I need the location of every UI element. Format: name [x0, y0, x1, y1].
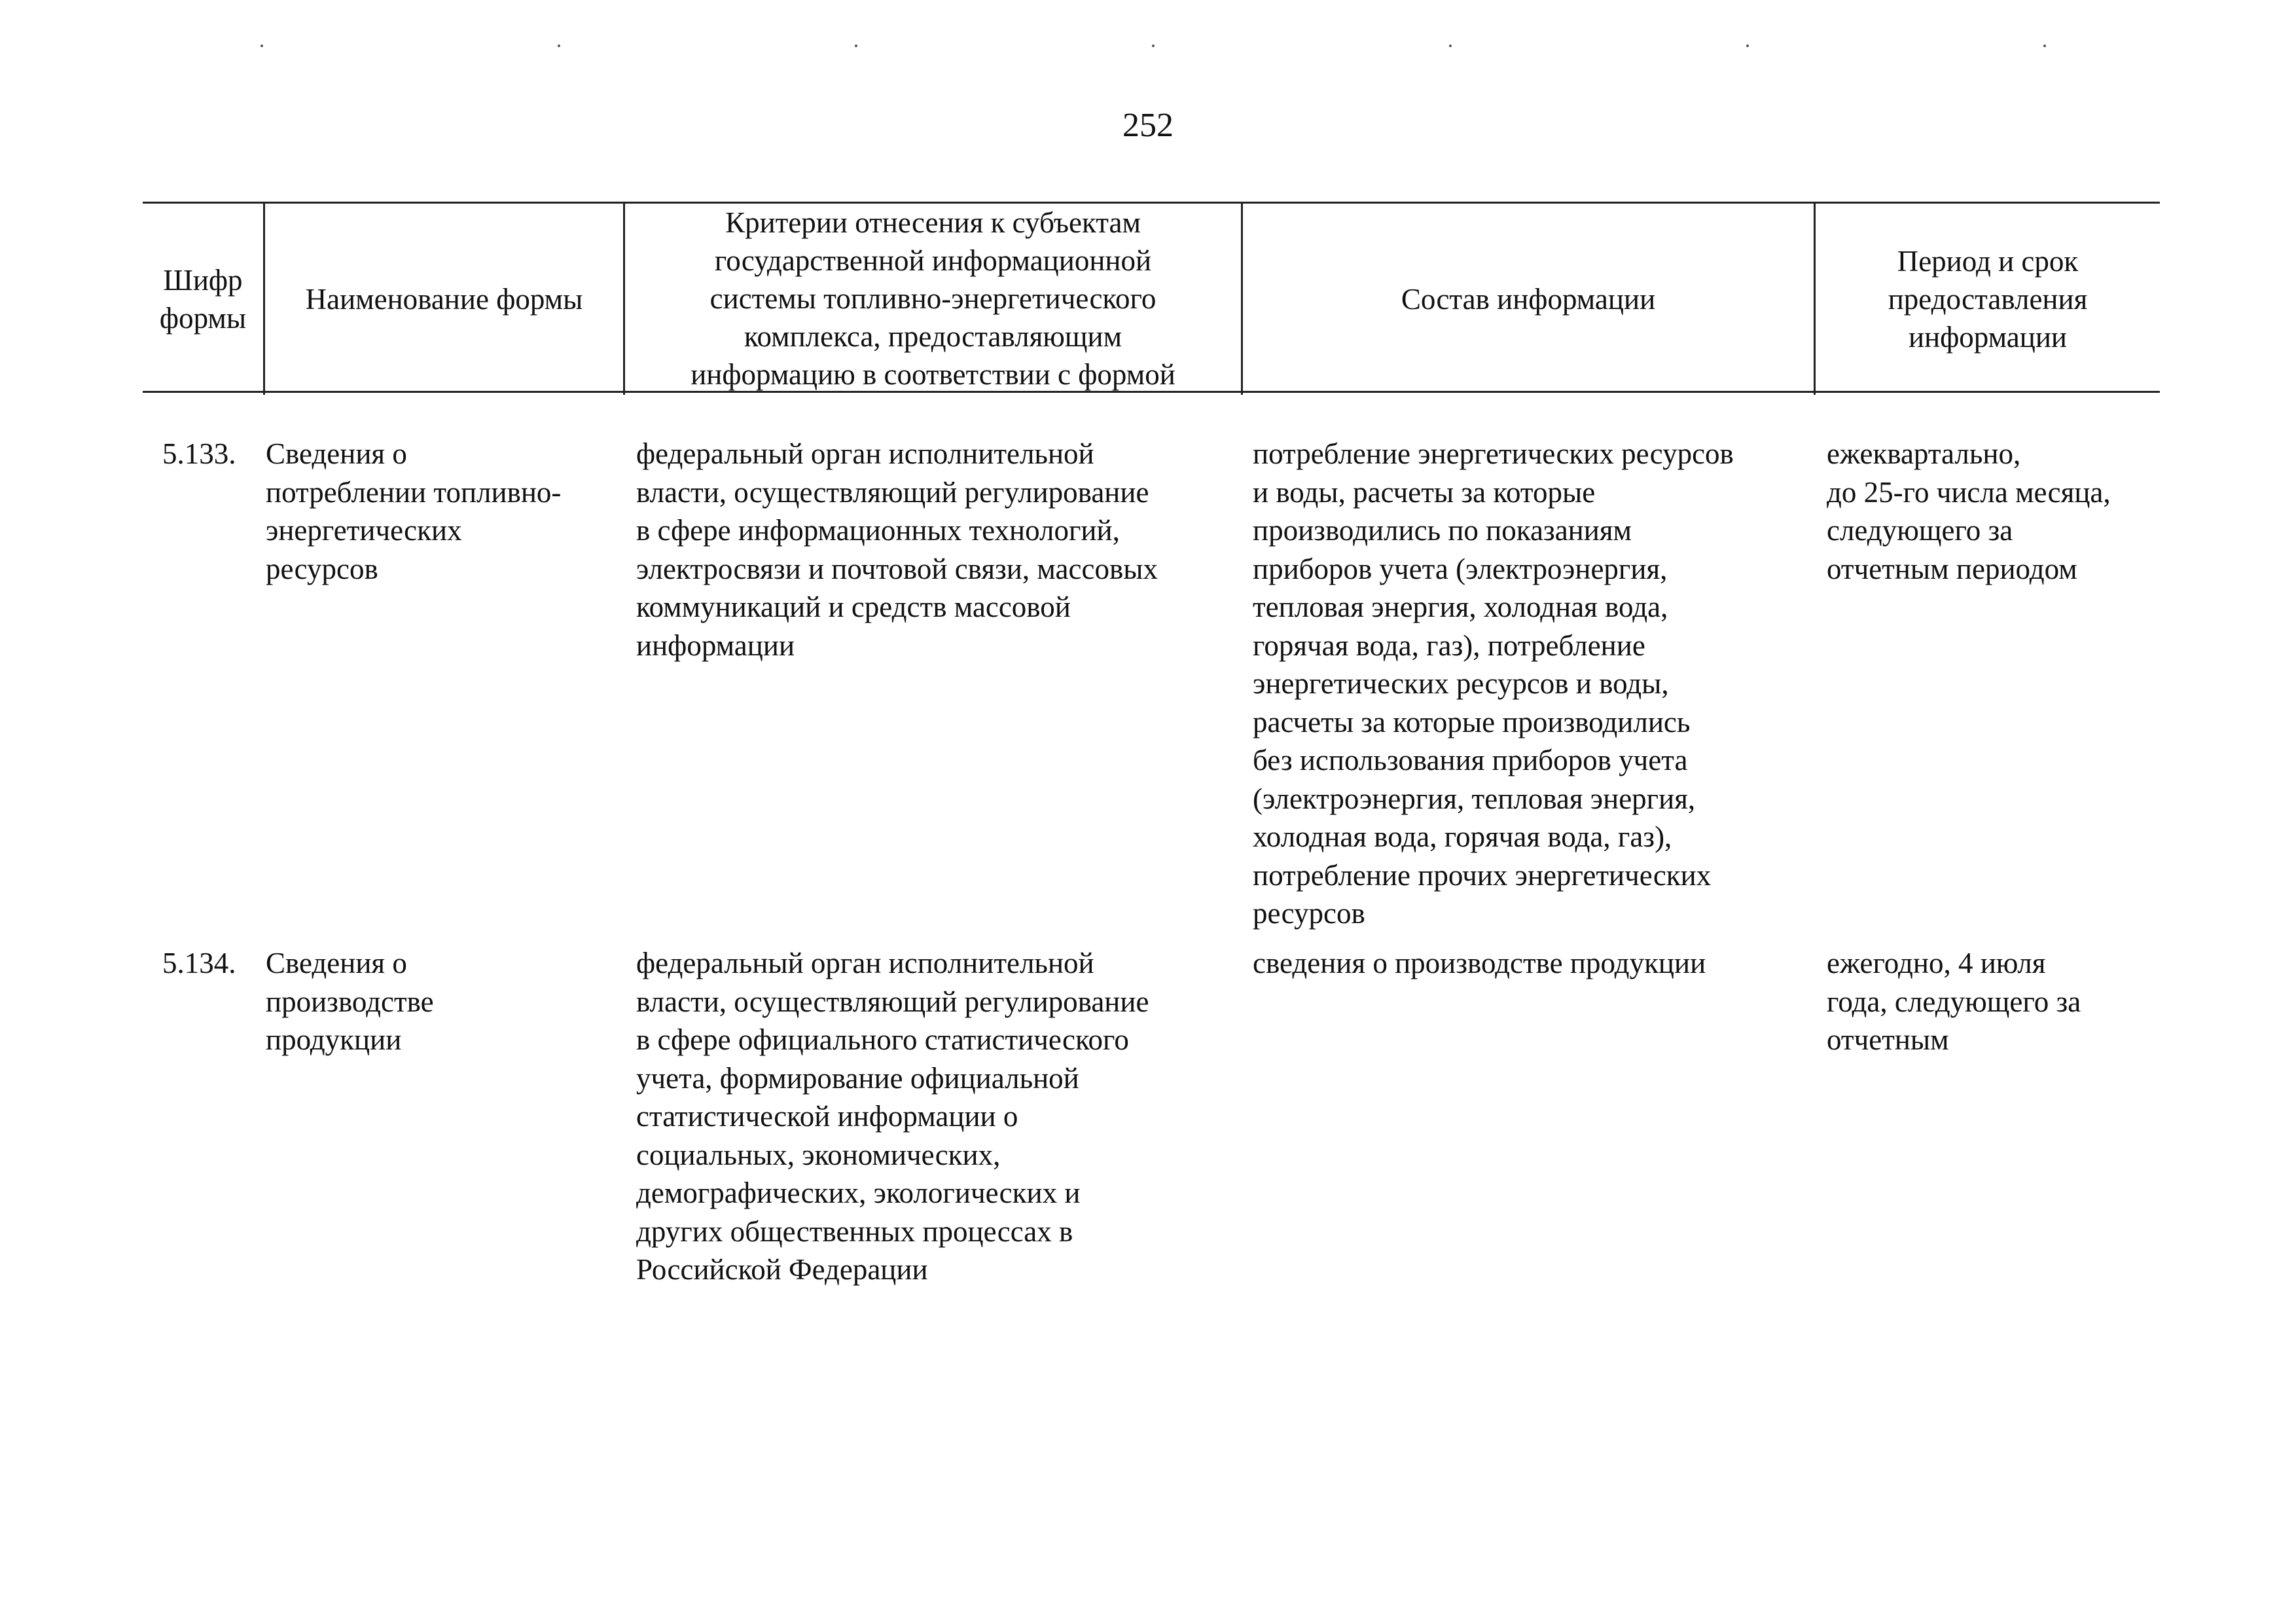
row-period: ежеквартально, до 25-го числа месяца, следующего за отчетным периодом: [1827, 437, 2111, 585]
table-row: [143, 944, 2160, 1289]
header-criteria: Критерии отнесения к субъектам государственной информационной системы топливно-энергетического комплекса, предоставляющим информацию в соответствии с формой: [623, 204, 1241, 395]
page-number: 252: [1122, 107, 1174, 144]
header-composition: Состав информации: [1241, 204, 1814, 395]
header-period: Период и срок предоставления информации: [1814, 204, 2160, 395]
row-code: 5.133.: [162, 437, 236, 470]
scan-speck: [1746, 45, 1749, 47]
scan-speck: [558, 45, 560, 47]
row-form-name: Сведения о потреблении топливно- энергетических ресурсов: [266, 437, 562, 585]
table-row: [143, 435, 2160, 933]
scan-speck: [2043, 45, 2046, 47]
scan-speck: [1449, 45, 1452, 47]
scan-speck: [1152, 45, 1155, 47]
row-code: 5.134.: [162, 947, 236, 979]
row-composition: потребление энергетических ресурсов и воды, расчеты за которые производились по показаниям приборов учета (электроэнергия, тепловая энергия, холодная вода, горячая вода, газ), потребление энергетических ресурсов и воды, расчеты за которые производились без использования приборов учета (электроэнергия, тепловая энергия, холодная вода, горячая вода, газ), потребление прочих энергетических ресурсов: [1253, 437, 1734, 930]
scan-speck: [855, 45, 857, 47]
header-form-name: Наименование формы: [263, 204, 623, 395]
row-form-name: Сведения о производстве продукции: [266, 947, 434, 1056]
row-criteria: федеральный орган исполнительной власти, осуществляющий регулирование в сфере информационных технологий, электросвязи и почтовой связи, массовых коммуникаций и средств массовой информации: [636, 437, 1158, 662]
row-criteria: федеральный орган исполнительной власти, осуществляющий регулирование в сфере официального статистического учета, формирование официальной статистической информации о социальных, экономических, демографических, экологических и других общественных процессах в Российской Федерации: [636, 947, 1149, 1286]
table-header: [143, 202, 2160, 393]
row-composition: сведения о производстве продукции: [1253, 947, 1706, 979]
scan-speck: [260, 45, 263, 47]
row-period: ежегодно, 4 июля года, следующего за отчетным: [1827, 947, 2081, 1056]
header-code: Шифр формы: [159, 264, 247, 335]
